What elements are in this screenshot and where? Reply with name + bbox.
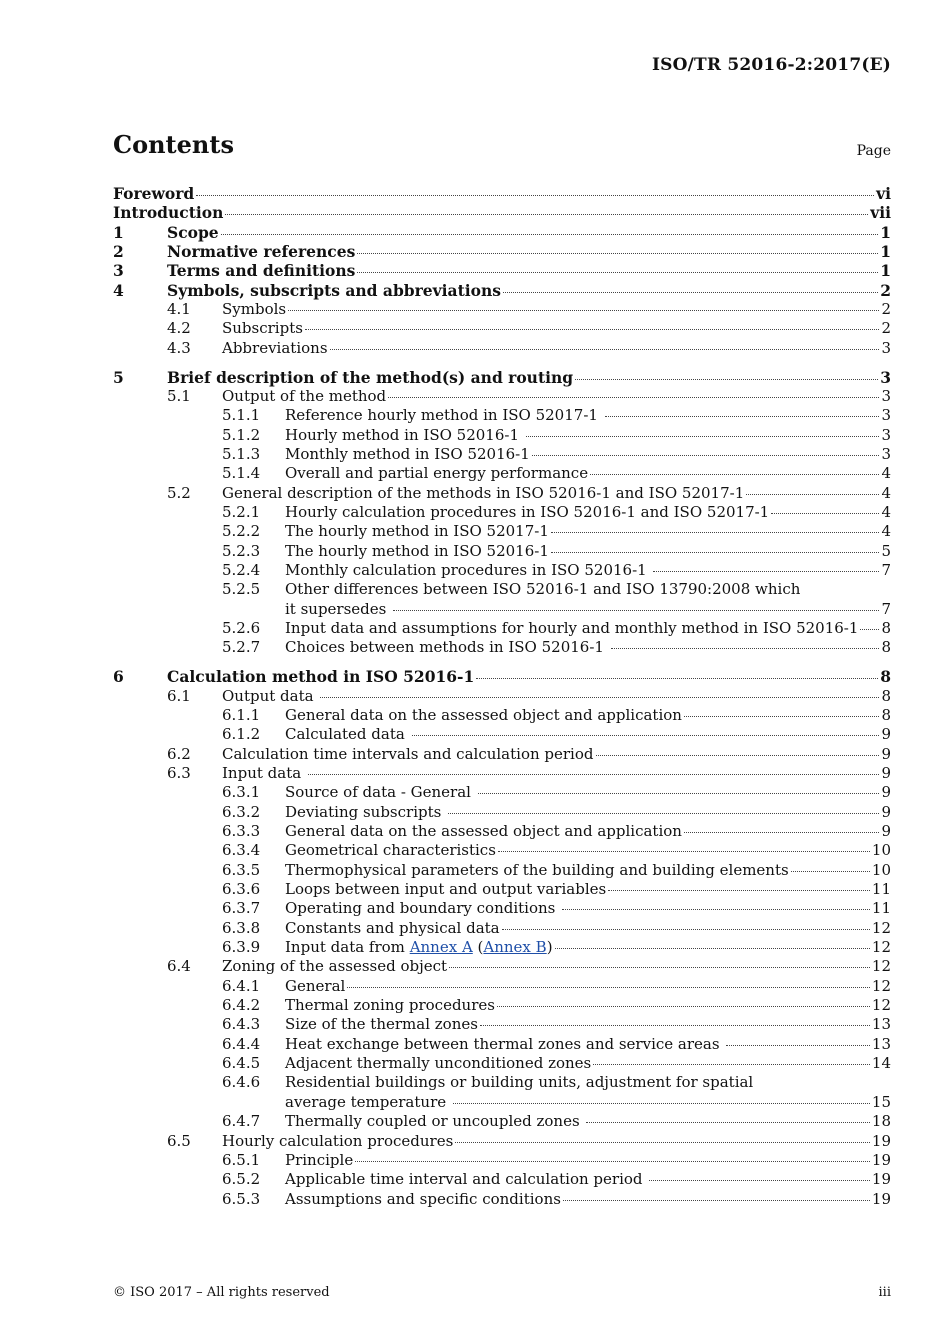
toc-entry-page: 4 <box>881 503 891 521</box>
toc-entry[interactable] <box>113 1112 891 1131</box>
toc-entry-title: Calculation time intervals and calculation period <box>222 744 594 763</box>
toc-entry-number: 6.3.6 <box>222 880 261 899</box>
toc-entry-page: 3 <box>880 367 891 387</box>
toc-entry[interactable] <box>113 880 891 899</box>
toc-entry-title: Output of the method <box>222 386 387 405</box>
toc-entry-number: 6.1.2 <box>222 725 261 744</box>
toc-entry-title: Source of data - General <box>285 783 476 802</box>
toc-entry[interactable] <box>113 957 891 976</box>
toc-entry-page: 12 <box>871 996 891 1015</box>
toc-entry-title: Assumptions and specific conditions <box>285 1189 561 1208</box>
toc-entry-page: 19 <box>871 1170 891 1189</box>
toc-entry[interactable] <box>113 619 891 638</box>
toc-entry-title: Symbols <box>222 300 287 319</box>
toc-entry-title: The hourly method in ISO 52017-1 <box>285 522 549 541</box>
toc-entry-number: 5.1.1 <box>222 406 261 425</box>
toc-entry-title: Calculated data <box>285 725 410 744</box>
toc-entry-title: Choices between methods in ISO 52016-1 <box>285 638 609 657</box>
dot-leader <box>305 328 880 330</box>
toc-entry-title: Calculation method in ISO 52016-1 <box>167 667 475 687</box>
dot-leader <box>393 609 879 611</box>
toc-entry-number: 5.2.5 <box>222 580 261 599</box>
toc-entry-page: 12 <box>871 938 891 957</box>
dot-leader <box>562 908 870 910</box>
toc-entry-title: Terms and definitions <box>167 261 356 281</box>
toc-entry[interactable] <box>113 1190 891 1209</box>
dot-leader <box>605 415 880 417</box>
toc-entry-title: Applicable time interval and calculation period <box>285 1170 648 1189</box>
toc-entry-page: 12 <box>871 957 891 976</box>
toc-entry[interactable] <box>113 319 891 338</box>
toc-entry-title: General data on the assessed object and application <box>285 822 682 840</box>
toc-entry-page: 3 <box>881 406 891 425</box>
toc-entry-title: Monthly calculation procedures in ISO 52016-1 <box>285 561 652 580</box>
toc-entry[interactable] <box>113 300 891 319</box>
toc-entry-title: Thermal zoning procedures <box>285 996 495 1015</box>
toc-entry[interactable] <box>113 406 891 425</box>
toc-entry-page: vi <box>876 184 891 203</box>
annex-links: Annex A (Annex B) <box>409 938 553 957</box>
toc-entry-number: 6.4.3 <box>222 1015 261 1034</box>
toc-entry-page: 14 <box>871 1054 891 1073</box>
toc-entry[interactable] <box>113 725 891 744</box>
toc-entry-title: General data on the assessed object and application <box>285 705 682 724</box>
toc-entry[interactable] <box>113 242 891 261</box>
toc-entry-page: 8 <box>881 619 891 638</box>
toc-entry-title: Monthly method in ISO 52016-1 <box>285 444 530 463</box>
toc-entry[interactable] <box>113 503 891 522</box>
toc-entry-title: Residential buildings or building units, adjustment for spatial <box>285 1073 754 1092</box>
toc-entry-page: 1 <box>880 261 891 281</box>
dot-leader <box>453 1102 870 1104</box>
toc-entry-number: 4.3 <box>167 338 191 357</box>
toc-entry-title: Thermophysical parameters of the building and building elements <box>285 860 789 879</box>
dot-leader <box>288 309 879 311</box>
toc-entry-number: 6.2 <box>167 744 191 763</box>
toc-entry[interactable] <box>113 706 891 725</box>
toc-entry[interactable] <box>113 387 891 406</box>
toc-entry-page: 12 <box>871 918 891 937</box>
dot-leader <box>593 1063 870 1065</box>
dot-leader <box>860 628 879 630</box>
toc-entry[interactable] <box>113 561 891 580</box>
toc-entry-number: 6.4.1 <box>222 976 261 995</box>
toc-entry[interactable] <box>113 261 891 280</box>
toc-entry-number: 5.2.2 <box>222 522 261 541</box>
toc-entry[interactable] <box>113 542 891 561</box>
toc-entry-page: 5 <box>881 541 891 560</box>
toc-entry-page: 1 <box>880 222 891 242</box>
dot-leader <box>330 348 880 350</box>
dot-leader <box>498 850 870 852</box>
toc-entry-number: 6.3.4 <box>222 841 261 860</box>
toc-entry-page: 9 <box>881 802 891 821</box>
toc-entry-title: Heat exchange between thermal zones and service areas <box>285 1034 725 1053</box>
toc-entry[interactable] <box>113 580 891 599</box>
toc-entry-title: Input data and assumptions for hourly and monthly method in ISO 52016-1 <box>285 619 859 638</box>
toc-entry-number: 1 <box>113 222 124 242</box>
toc-entry-page: 9 <box>881 725 891 744</box>
dot-leader <box>357 271 878 273</box>
dot-leader <box>455 1141 870 1143</box>
toc-entry-number: 6.3 <box>167 763 191 782</box>
toc-entry[interactable] <box>113 203 891 222</box>
toc-entry-page: vii <box>870 203 891 223</box>
toc-entry-number: 6.5.2 <box>222 1170 261 1189</box>
dot-leader <box>448 812 879 814</box>
toc-entry-page: 4 <box>881 522 891 541</box>
toc-entry-page: 19 <box>871 1131 891 1150</box>
toc-entry[interactable] <box>113 281 891 300</box>
toc-entry-number: 6.4 <box>167 957 191 976</box>
toc-entry-page: 18 <box>871 1112 891 1131</box>
page-column-label: Page <box>856 143 891 159</box>
toc-entry-number: 6.3.9 <box>222 938 261 957</box>
toc-entry[interactable] <box>113 223 891 242</box>
toc-entry-page: 10 <box>871 841 891 860</box>
dot-leader <box>791 870 870 872</box>
dot-leader <box>684 715 880 717</box>
toc-entry[interactable] <box>113 184 891 203</box>
toc-entry[interactable] <box>113 1132 891 1151</box>
toc-entry-number: 5.2.3 <box>222 541 261 560</box>
toc-entry-page: 3 <box>881 444 891 463</box>
toc-entry-page: 2 <box>880 280 891 300</box>
dot-leader <box>412 734 880 736</box>
toc-entry[interactable] <box>113 1093 891 1112</box>
toc-entry-number: 6.3.8 <box>222 918 261 937</box>
toc-entry-number: 5.2 <box>167 483 191 502</box>
dot-leader <box>532 454 880 456</box>
toc-entry[interactable] <box>113 1015 891 1034</box>
dot-leader <box>551 551 880 553</box>
dot-leader <box>611 647 880 649</box>
toc-entry-title: Brief description of the method(s) and routing <box>167 367 574 387</box>
dot-leader <box>502 928 870 930</box>
toc-entry-page: 4 <box>881 483 891 502</box>
toc-entry[interactable] <box>113 745 891 764</box>
toc-entry-title: Size of the thermal zones <box>285 1015 478 1034</box>
toc-entry-number: 4.1 <box>167 300 191 319</box>
toc-entry-page: 4 <box>881 464 891 483</box>
toc-entry-title: Normative references <box>167 242 356 262</box>
dot-leader <box>555 947 870 949</box>
toc-entry-page: 8 <box>881 686 891 705</box>
toc-entry[interactable] <box>113 600 891 619</box>
toc-entry[interactable] <box>113 1054 891 1073</box>
toc-entry-title: General description of the methods in ISO 52016-1 and ISO 52017-1 <box>222 483 745 502</box>
toc-entry-page: 11 <box>871 899 891 918</box>
toc-entry-page: 3 <box>881 338 891 357</box>
toc-entry-page: 13 <box>871 1034 891 1053</box>
toc-entry-number: 4 <box>113 280 124 300</box>
toc-entry-number: 5 <box>113 367 124 387</box>
toc-entry-title: Loops between input and output variables <box>285 880 607 899</box>
dot-leader <box>449 966 870 968</box>
toc-entry-number: 5.2.4 <box>222 561 261 580</box>
toc-entry[interactable] <box>113 764 891 783</box>
toc-entry-page: 3 <box>881 425 891 444</box>
toc-entry-number: 6.5.3 <box>222 1189 261 1208</box>
dot-leader <box>726 1044 870 1046</box>
toc-entry-title: Other differences between ISO 52016-1 and ISO 13790:2008 which <box>285 580 801 599</box>
dot-leader <box>684 831 880 833</box>
toc-entry-page: 9 <box>881 763 891 782</box>
toc-entry-title: The hourly method in ISO 52016-1 <box>285 541 549 560</box>
toc-entry-page: 9 <box>881 783 891 802</box>
dot-leader <box>355 1160 870 1162</box>
toc-entry[interactable] <box>113 445 891 464</box>
dot-leader <box>551 531 880 533</box>
toc-entry-title: Scope <box>167 222 219 242</box>
toc-entry-number: 5.2.1 <box>222 503 261 521</box>
toc-entry-title: Input data <box>222 763 306 782</box>
dot-leader <box>575 378 878 380</box>
dot-leader <box>320 696 879 698</box>
annex-b-link[interactable]: Annex B <box>483 938 547 957</box>
toc-entry[interactable] <box>113 522 891 541</box>
toc-entry-page: 3 <box>881 386 891 405</box>
dot-leader <box>478 792 880 794</box>
toc-entry-number: 5.2.7 <box>222 638 261 657</box>
document-id: ISO/TR 52016-2:2017(E) <box>651 55 891 75</box>
toc-entry[interactable] <box>113 368 891 387</box>
toc-entry[interactable] <box>113 996 891 1015</box>
dot-leader <box>476 677 878 679</box>
footer-page-number: iii <box>878 1285 891 1300</box>
toc-entry-title: Foreword <box>113 184 195 203</box>
toc-entry-title: Deviating subscripts <box>285 802 447 821</box>
toc-entry-number: 6.1 <box>167 686 191 705</box>
toc-entry[interactable] <box>113 687 891 706</box>
toc-entry-title: it supersedes <box>285 599 392 618</box>
toc-entry-page: 11 <box>871 880 891 899</box>
toc-entry-number: 2 <box>113 242 124 262</box>
toc-entry-number: 6.1.1 <box>222 705 261 724</box>
dot-leader <box>480 1024 870 1026</box>
page-title: Contents <box>113 130 234 159</box>
dot-leader <box>308 773 880 775</box>
dot-leader <box>596 754 880 756</box>
toc-entry-page: 8 <box>881 638 891 657</box>
toc-entry-page: 8 <box>880 667 891 687</box>
toc-entry-number: 6.4.6 <box>222 1073 261 1092</box>
toc-entry-page: 10 <box>871 860 891 879</box>
toc-entry-page: 19 <box>871 1150 891 1169</box>
toc-entry-title: Geometrical characteristics <box>285 841 496 860</box>
toc-entry[interactable] <box>113 977 891 996</box>
toc-entry-number: 6.3.7 <box>222 899 261 918</box>
toc-entry-number: 3 <box>113 261 124 281</box>
toc-entry-title: Adjacent thermally unconditioned zones <box>285 1054 592 1073</box>
dot-leader <box>357 252 878 254</box>
toc-entry[interactable] <box>113 822 891 841</box>
toc-entry-page: 12 <box>871 976 891 995</box>
dot-leader <box>563 1199 870 1201</box>
toc-entry[interactable] <box>113 1035 891 1054</box>
toc-entry-number: 6.3.1 <box>222 783 261 802</box>
toc-entry-number: 4.2 <box>167 319 191 338</box>
toc-entry-title: Principle <box>285 1150 354 1169</box>
dot-leader <box>503 291 878 293</box>
table-of-contents <box>113 184 891 1209</box>
toc-entry-page: 7 <box>881 599 891 618</box>
dot-leader <box>497 1005 870 1007</box>
toc-entry-number: 5.2.6 <box>222 619 261 638</box>
toc-entry-page: 8 <box>881 705 891 724</box>
toc-entry-title: Abbreviations <box>222 338 328 357</box>
toc-entry-number: 5.1.2 <box>222 425 261 444</box>
toc-entry-title: Hourly calculation procedures <box>222 1131 454 1150</box>
toc-entry-number: 6.4.7 <box>222 1112 261 1131</box>
toc-entry-title: Thermally coupled or uncoupled zones <box>285 1112 585 1131</box>
toc-entry-page: 1 <box>880 242 891 262</box>
toc-entry[interactable] <box>113 484 891 503</box>
toc-entry-title: Operating and boundary conditions <box>285 899 561 918</box>
toc-entry-number: 6.4.4 <box>222 1034 261 1053</box>
toc-entry[interactable] <box>113 1151 891 1170</box>
dot-leader <box>225 213 868 215</box>
annex-a-link[interactable]: Annex A <box>409 938 473 957</box>
toc-entry-number: 6.4.2 <box>222 996 261 1015</box>
footer-copyright: © ISO 2017 – All rights reserved <box>113 1285 330 1300</box>
toc-entry-number: 6.5 <box>167 1131 191 1150</box>
toc-entry-page: 19 <box>871 1189 891 1208</box>
toc-entry-title: Output data <box>222 686 319 705</box>
toc-entry[interactable] <box>113 426 891 445</box>
dot-leader <box>388 396 879 398</box>
toc-entry-title: Zoning of the assessed object <box>222 957 448 976</box>
toc-entry-number: 5.1 <box>167 386 191 405</box>
dot-leader <box>649 1179 870 1181</box>
toc-entry-page: 15 <box>871 1092 891 1111</box>
toc-entry[interactable] <box>113 841 891 860</box>
toc-entry-title: Subscripts <box>222 319 303 338</box>
toc-entry-number: 6.3.2 <box>222 802 261 821</box>
dot-leader <box>347 986 870 988</box>
dot-leader <box>746 493 879 495</box>
toc-entry-page: 2 <box>881 300 891 319</box>
toc-entry-title: Constants and physical data <box>285 918 500 937</box>
toc-entry-page: 9 <box>881 744 891 763</box>
toc-entry[interactable] <box>113 1170 891 1189</box>
dot-leader <box>196 194 874 196</box>
toc-entry[interactable] <box>113 938 891 957</box>
toc-entry[interactable] <box>113 339 891 358</box>
toc-entry[interactable] <box>113 464 891 483</box>
toc-entry-title: Introduction <box>113 203 224 223</box>
dot-leader <box>590 473 879 475</box>
toc-entry-page: 7 <box>881 561 891 580</box>
toc-entry[interactable] <box>113 667 891 686</box>
toc-entry-title: General <box>285 976 346 995</box>
dot-leader <box>771 512 879 514</box>
toc-entry-page: 2 <box>881 319 891 338</box>
toc-entry-number: 5.1.4 <box>222 464 261 483</box>
toc-entry[interactable] <box>113 803 891 822</box>
toc-entry-title: Reference hourly method in ISO 52017-1 <box>285 406 603 425</box>
toc-entry-title: Hourly method in ISO 52016-1 <box>285 425 524 444</box>
dot-leader <box>221 233 879 235</box>
toc-entry-number: 5.1.3 <box>222 444 261 463</box>
toc-entry[interactable] <box>113 638 891 657</box>
toc-entry-page: 9 <box>881 822 891 840</box>
toc-entry-title: Input data from <box>285 938 410 957</box>
toc-entry[interactable] <box>113 1073 891 1092</box>
toc-entry-title: Hourly calculation procedures in ISO 52016-1 and ISO 52017-1 <box>285 503 770 521</box>
toc-entry[interactable] <box>113 899 891 918</box>
toc-entry-number: 6.4.5 <box>222 1054 261 1073</box>
dot-leader <box>608 889 870 891</box>
toc-entry-title: Symbols, subscripts and abbreviations <box>167 280 501 300</box>
toc-entry-title: average temperature <box>285 1092 451 1111</box>
toc-entry[interactable] <box>113 861 891 880</box>
toc-entry-page: 13 <box>871 1015 891 1034</box>
toc-entry-number: 6 <box>113 667 124 687</box>
dot-leader <box>653 570 879 572</box>
toc-entry-number: 6.3.3 <box>222 822 261 840</box>
toc-entry[interactable] <box>113 783 891 802</box>
toc-entry-title: Overall and partial energy performance <box>285 464 589 483</box>
toc-entry[interactable] <box>113 919 891 938</box>
toc-entry-number: 6.5.1 <box>222 1150 261 1169</box>
dot-leader <box>526 435 880 437</box>
toc-entry-number: 6.3.5 <box>222 860 261 879</box>
dot-leader <box>586 1121 869 1123</box>
